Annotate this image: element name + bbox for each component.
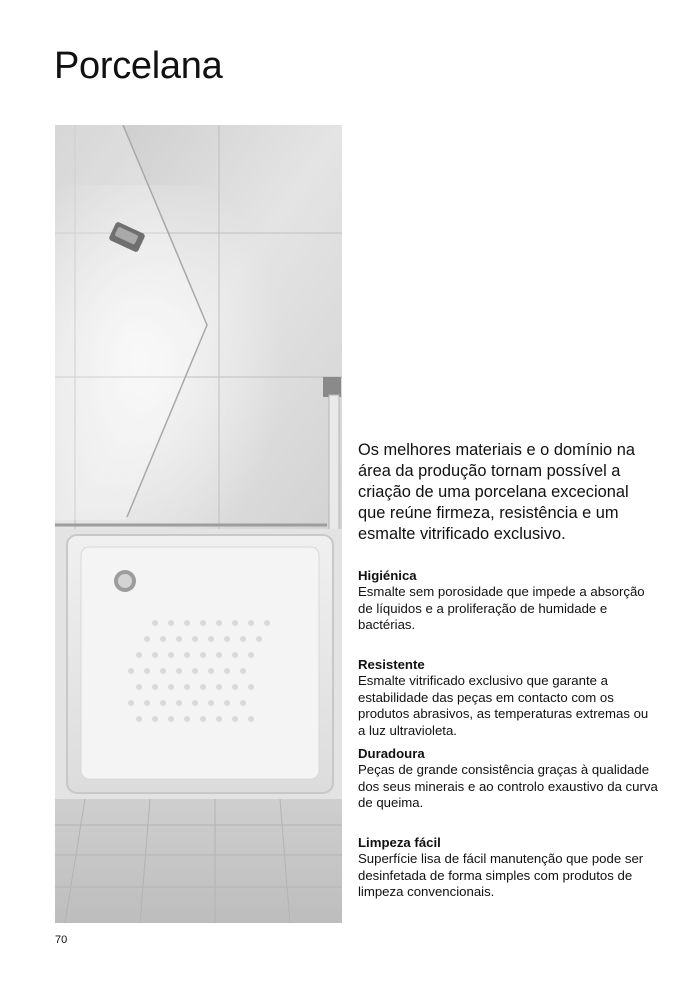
feature-easy-cleaning xyxy=(358,834,658,923)
feature-heading: Resistente xyxy=(358,657,425,672)
page-title: Porcelana xyxy=(54,45,223,87)
feature-text: Esmalte vitrificado exclusivo que garante a estabilidade das peças em contacto com os produtos abrasivos, as temperaturas extremas ou a luz ultravioleta. xyxy=(358,673,649,738)
feature-text: Superfície lisa de fácil manutenção que pode ser desinfetada de forma simples com produtos de limpeza convencionais. xyxy=(358,851,644,899)
feature-heading: Limpeza fácil xyxy=(358,835,441,850)
feature-hygienic xyxy=(358,567,658,656)
feature-heading: Higiénica xyxy=(358,568,417,583)
feature-resistant xyxy=(358,656,658,745)
intro-paragraph: Os melhores materiais e o domínio na área da produção tornam possível a criação de uma porcelana excecional que reúne firmeza, resistência e um esmalte vitrificado exclusivo. xyxy=(358,441,635,543)
page-number: 70 xyxy=(55,934,68,946)
feature-text: Peças de grande consistência graças à qualidade dos seus minerais e ao controlo exaustivo da curva de queima. xyxy=(358,762,658,810)
shower-tray-photo xyxy=(55,125,342,923)
feature-heading: Duradoura xyxy=(358,746,425,761)
feature-text: Esmalte sem porosidade que impede a absorção de líquidos e a proliferação de humidade e bactérias. xyxy=(358,584,645,632)
feature-durable xyxy=(358,745,658,834)
feature-list xyxy=(358,567,658,923)
